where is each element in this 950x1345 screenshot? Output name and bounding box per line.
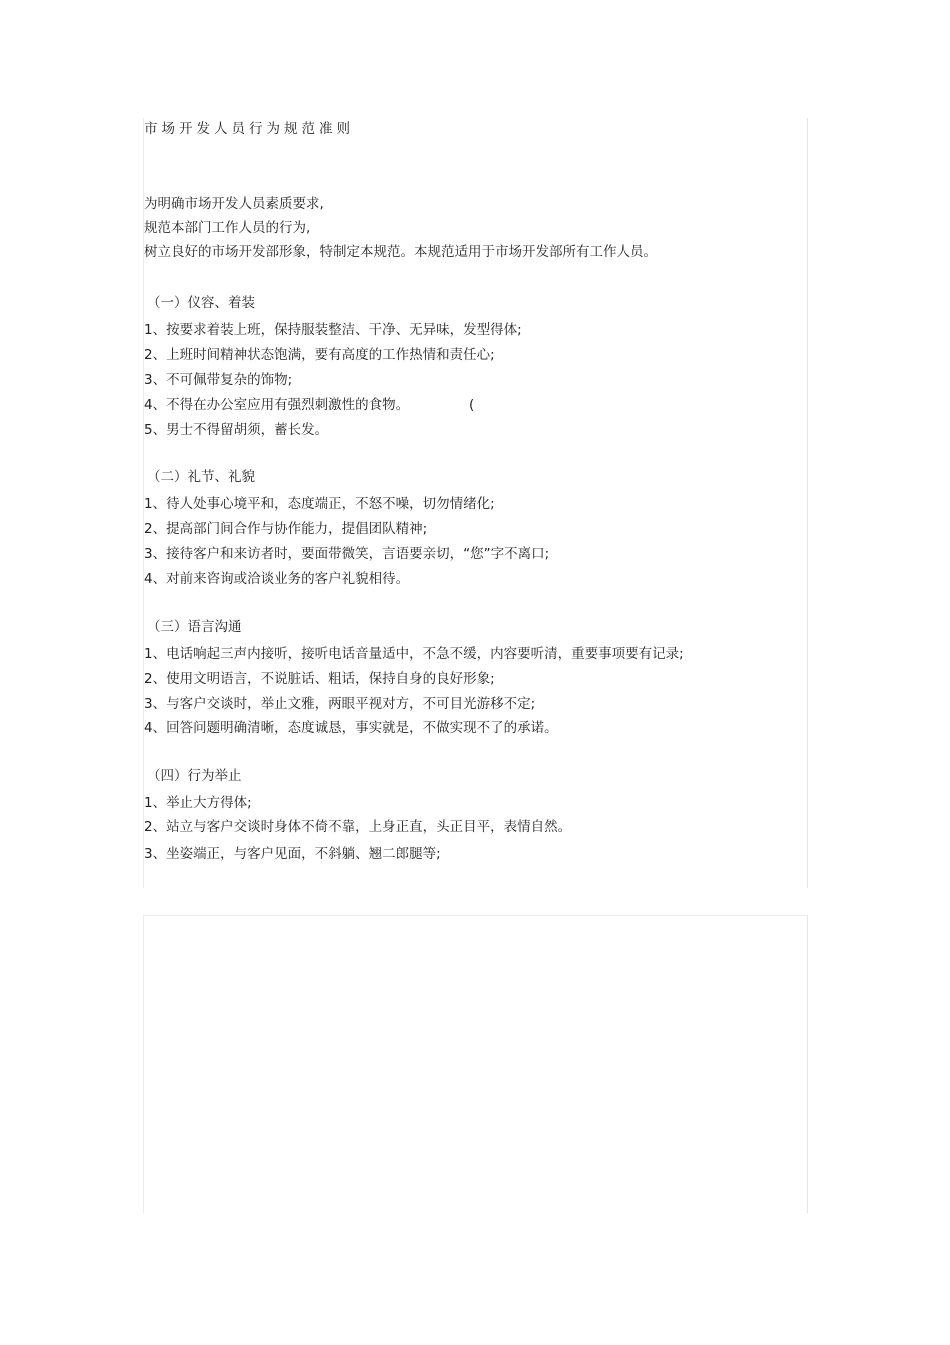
document-title: 市场开发人员行为规范准则 (144, 121, 354, 137)
intro-line-1: 为明确市场开发人员素质要求, (144, 196, 324, 212)
section-heading-appearance: （一）仪容、着装 (147, 295, 255, 311)
list-item: 2、使用文明语言，不说脏话、粗话，保持自身的良好形象; (144, 671, 495, 687)
list-item: 4、不得在办公室应用有强烈刺激性的食物。 (144, 397, 410, 413)
list-item: 1、电话响起三声内接听，接听电话音量适中，不急不缓，内容要听清，重要事项要有记录; (144, 646, 684, 662)
document-page-1 (143, 118, 808, 888)
list-item: 1、待人处事心境平和，态度端正，不怒不噪，切勿情绪化; (144, 496, 495, 512)
section-heading-etiquette: （二）礼节、礼貌 (147, 469, 255, 485)
list-item: 3、接待客户和来访者时，要面带微笑，言语要亲切，“您”字不离口; (144, 546, 550, 562)
intro-line-2: 规范本部门工作人员的行为, (144, 220, 311, 236)
list-item: 2、上班时间精神状态饱满，要有高度的工作热情和责任心; (144, 347, 495, 363)
section-heading-communication: （三）语言沟通 (147, 619, 242, 635)
document-page-2 (143, 915, 808, 1213)
list-item: 2、站立与客户交谈时身体不倚不靠，上身正直，头正目平，表情自然。 (144, 819, 572, 835)
list-item: 3、不可佩带复杂的饰物; (144, 372, 293, 388)
section-heading-behavior: （四）行为举止 (147, 768, 242, 784)
list-item: 3、与客户交谈时，举止文雅，两眼平视对方，不可目光游移不定; (144, 696, 536, 712)
list-item: 1、举止大方得体; (144, 795, 252, 811)
list-item: 3、坐姿端正，与客户见面，不斜躺、翘二郎腿等; (144, 846, 441, 862)
stray-paren-mark: ( (469, 397, 475, 413)
list-item: 5、男士不得留胡须，蓄长发。 (144, 422, 329, 438)
list-item: 4、对前来咨询或洽谈业务的客户礼貌相待。 (144, 571, 410, 587)
list-item: 4、回答问题明确清晰，态度诚恳，事实就是，不做实现不了的承诺。 (144, 720, 558, 736)
list-item: 1、按要求着装上班，保持服装整洁、干净、无异味，发型得体; (144, 322, 522, 338)
intro-line-3: 树立良好的市场开发部形象，特制定本规范。本规范适用于市场开发部所有工作人员。 (144, 244, 657, 260)
list-item: 2、提高部门间合作与协作能力，提倡团队精神; (144, 521, 428, 537)
